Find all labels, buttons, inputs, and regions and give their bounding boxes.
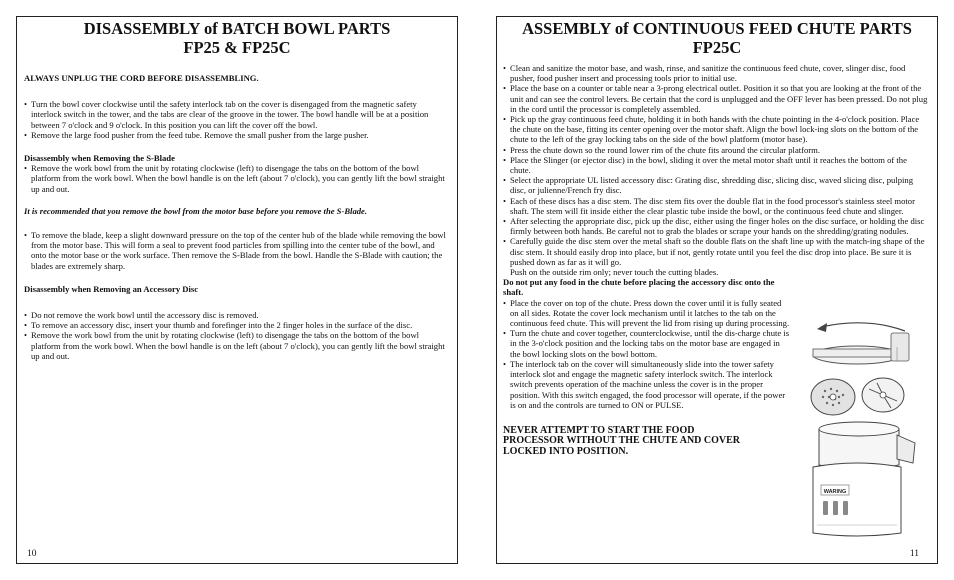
list-item: • Turn the chute and cover together, counterclockwise, until the dis-charge chute is in the 3-o'clock position and the locking tabs on the motor base are engaged in the bowl locking slots on the bowl bottom. [503,328,791,359]
right-page [496,16,938,564]
list-item: • To remove the blade, keep a slight downward pressure on the top of the center hub of the blade while removing the bowl from the motor base. This will form a seal to prevent food particles from spilling into the center tube of the bowl, and onto the motor base or the work surface. Then remove the S-Blade from the bowl. Handle the S-Blade with caution; the blades are extremely sharp. [24,230,447,271]
chute-cover-icon [813,333,909,364]
list-item: • Do not remove the work bowl until the accessory disc is removed. [24,310,447,320]
sblade-heading: Disassembly when Removing the S-Blade [24,153,175,164]
left-page-title: DISASSEMBLY of BATCH BOWL PARTS FP25 & FP25C [83,19,391,57]
motor-base-icon [813,463,901,536]
list-item: • Place the base on a counter or table near a 3-prong electrical outlet. Position it so that you are looking at the front of the unit and can see the control levers. Be certain that the cord is unplugged and the OFF lever has been pressed. Do not plug in the cord until the processor is completely assembled. [503,83,929,114]
list-item: • Select the appropriate UL listed accessory disc: Grating disc, shredding disc, slicing disc, waved slicing disc, pulping disc, or julienne/French fry disc. [503,175,929,195]
list-item: • Remove the work bowl from the unit by rotating clockwise (left) to disengage the tabs on the bottom of the bowl platform from the work bowl. When the bowl handle is on the left (about 7 o'clock), you can gently lift the bowl straight up and out. [24,163,447,194]
list-item: • Each of these discs has a disc stem. The disc stem fits over the double flat in the food processor's stainless steel motor shaft. The stem will fit inside either the clear plastic tube inside the bowl, or the continuous feed chute and slinger. [503,196,929,216]
list-item: • Turn the bowl cover clockwise until the safety interlock tab on the cover is disengaged from the magnetic safety interlock switch in the tower, and the tabs are clear of the groove in the tower. The bowl handle will be at a position between 7 o'clock and 9 o'clock. In this position you can lift the cover off the bowl. [24,99,447,130]
list-item: • After selecting the appropriate disc, pick up the disc, either using the finger holes on the disc surface, or holding the disc firmly between both hands. Be careful not to grab the blades or scrape your hands on the shredding/grating nodules. [503,216,929,236]
list-item: • The interlock tab on the cover will simultaneously slide into the tower safety interlock slot and engage the magnetic safety interlock switch. The interlock switch prevents operation of the machine unless the cover is in the proper position. With this switch engaged, the food processor will operate, if the power is on and the controls are turned to ON or PULSE. [503,359,791,410]
brand-mark: WARING [823,489,847,495]
list-item: • Remove the large food pusher from the feed tube. Remove the small pusher from the large pusher. [24,130,447,140]
list-item: • Clean and sanitize the motor base, and wash, rinse, and sanitize the continuous feed chute, cover, slinger disc, food pusher, food pusher insert and processing tools prior to initial use. [503,63,929,83]
continuous-feed-chute-icon [819,422,915,469]
list-item: • Place the cover on top of the chute. Press down the cover until it is fully seated on all sides. Rotate the cover lock mechanism until it latches to the tab on the continuous feed chute. This will prevent the lid from rising up during processing. [503,298,791,329]
slicing-disc-icon [862,378,904,412]
never-start-warning: NEVER ATTEMPT TO START THE FOOD PROCESSOR WITHOUT THE CHUTE AND COVER LOCKED INTO POSITION. [503,424,740,457]
recommendation-note: It is recommended that you remove the bowl from the motor base before you remove the S-Blade. [24,205,368,216]
narrow-column [503,277,791,457]
left-page [16,16,458,564]
disc-heading: Disassembly when Removing an Accessory Disc [24,283,199,294]
rotation-arrow-icon [817,323,905,332]
list-item: • Press the chute down so the round lower rim of the chute fits around the circular platform. [503,145,929,155]
food-warning: Do not put any food in the chute before placing the accessory disc onto the shaft. [503,277,775,298]
list-item: • Carefully guide the disc stem over the metal shaft so the double flats on the shaft line up with the match-ing shape of the disc stem. It should easily drop into place, but if not, gently rotate until you feel the disc drop into place. Be sure it is pushed down as far as it will go. Push on the outside rim only; never touch the cutting blades. [503,236,929,277]
page-number: 10 [27,549,37,559]
list-item: • Place the Slinger (or ejector disc) in the bowl, sliding it over the metal motor shaft until it reaches the bottom of the chute. [503,155,929,175]
list-item: • Remove the work bowl from the unit by rotating clockwise (left) to disengage the tabs on the bottom of the bowl platform from the work bowl. When the bowl handle is on the left (about 7 o'clock), you can gently lift the bowl straight up and out. [24,330,447,361]
list-item: • To remove an accessory disc, insert your thumb and forefinger into the 2 finger holes in the surface of the disc. [24,320,447,330]
left-page-body [17,57,457,361]
right-page-title: ASSEMBLY of CONTINUOUS FEED CHUTE PARTS FP25C [522,19,912,57]
unplug-warning: ALWAYS UNPLUG THE CORD BEFORE DISASSEMBLING. [24,73,259,83]
list-item: • Pick up the gray continuous feed chute, holding it in both hands with the chute pointing in the 4-o'clock position. Place the chute on the base, fitting its center opening over the motor shaft. Align the bowl lock-ing slots on the bottom of the chute to the left of the gray locking tabs on the side of the bowl platform (motor base). [503,114,929,145]
food-processor-illustration [797,313,927,541]
page-number: 11 [909,549,919,559]
grating-disc-icon [811,379,855,415]
